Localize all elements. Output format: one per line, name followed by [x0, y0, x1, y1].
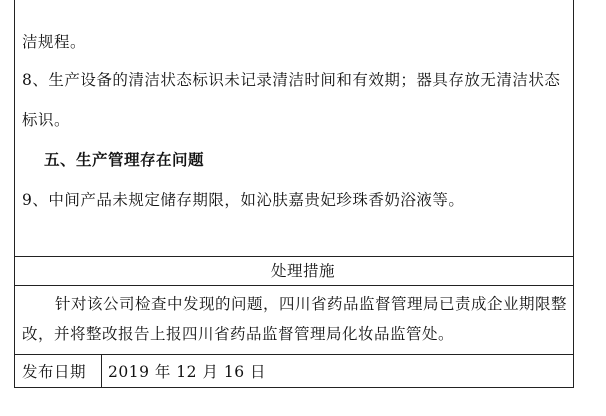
row-divider-publish [14, 354, 574, 355]
row-divider-measures-header [14, 285, 574, 286]
publish-date-value: 2019 年 12 月 16 日 [108, 363, 267, 381]
finding-item-9: 9、中间产品未规定储存期限，如沁肤嘉贵妃珍珠香奶浴液等。 [22, 191, 465, 209]
measures-header: 处理措施 [270, 262, 335, 280]
row-divider-findings [14, 256, 574, 257]
publish-cell-divider [101, 354, 102, 388]
section-heading-5: 五、生产管理存在问题 [44, 150, 205, 169]
publish-date-label: 发布日期 [22, 363, 87, 381]
body-line-1: 洁规程。 [22, 33, 87, 51]
measures-line-1: 针对该公司检查中发现的问题，四川省药品监督管理局已责成企业期限整 [55, 295, 568, 313]
finding-item-8: 8、生产设备的清洁状态标识未记录清洁时间和有效期；器具存放无清洁状态 [22, 71, 561, 89]
finding-item-8-cont: 标识。 [22, 111, 71, 129]
measures-line-2: 改，并将整改报告上报四川省药品监督管理局化妆品监管处。 [22, 325, 455, 343]
